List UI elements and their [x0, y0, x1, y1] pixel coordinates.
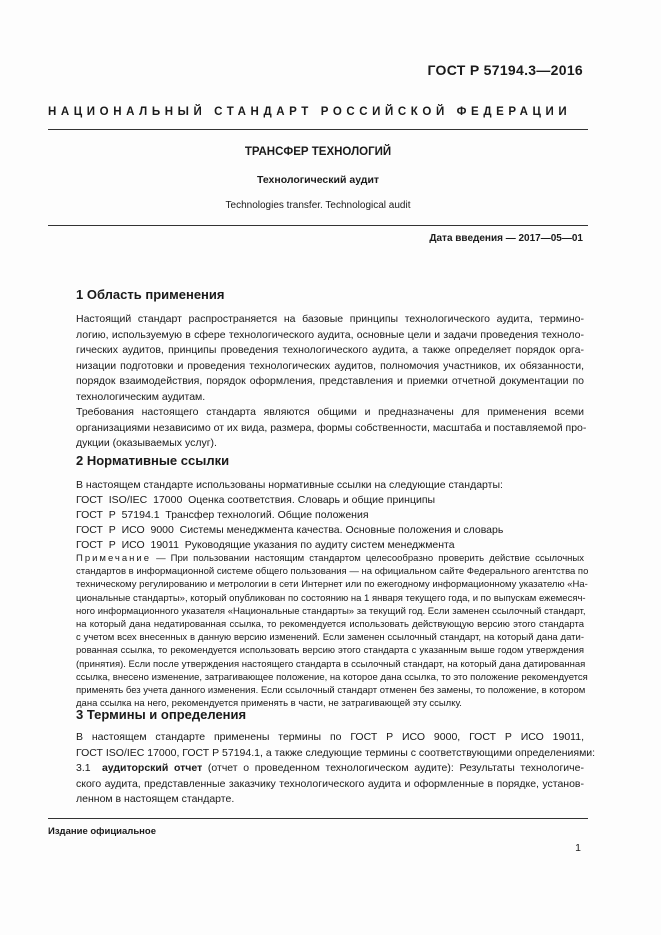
- date-of-introduction: Дата введения — 2017—05—01: [429, 233, 583, 244]
- text-line: низации подготовки и проведения технологических аудитов, полномочия участников, их обязанности,: [76, 359, 584, 372]
- text-line: рованная ссылка, то рекомендуется использовать версию этого стандарта с указанным выше годом утверждения: [76, 645, 584, 657]
- title-sub: Технологический аудит: [256, 174, 380, 186]
- reference-item: ГОСТ Р ИСО 9000 Системы менеджмента качества. Основные положения и словарь: [76, 524, 504, 536]
- text-line: дана ссылка на него, рекомендуется применять в части, не затрагивающей эту ссылку.: [76, 698, 462, 710]
- section-1-paragraph-1: [76, 312, 584, 405]
- section-3-paragraph: [76, 730, 596, 808]
- text-line: ского аудита, представленные заказчику технологического аудита и оформленные в порядке, установ-: [76, 777, 584, 790]
- text-line: — При пользовании настоящим стандартом целесообразно проверить действие ссылочных: [151, 553, 584, 564]
- text-line: ленном в настоящем стандарте.: [76, 793, 235, 805]
- references-intro: В настоящем стандарте использованы нормативные ссылки на следующие стандарты:: [76, 479, 503, 491]
- reference-item: ГОСТ Р 57194.1 Трансфер технологий. Общие положения: [76, 509, 369, 521]
- text-line: порядок взаимодействия, порядок оформления, представления и приемки отчетной документации по: [76, 375, 584, 387]
- text-line: В настоящем стандарте применены термины по ГОСТ Р ИСО 9000, ГОСТ Р ИСО 19011,: [76, 731, 584, 743]
- term-name: аудиторский отчет: [101, 762, 203, 774]
- term-number: 3.1: [76, 762, 91, 774]
- text-line: Требования настоящего стандарта являются общими и предназначены для применения всеми: [76, 406, 584, 418]
- text-line: организациями независимо от их вида, размера, формы собственности, масштаба и поставляемой про-: [76, 421, 587, 434]
- text-line: ГОСТ ISO/IEC 17000, ГОСТ Р 57194.1, а также следующие термины с соответствующими определениями:: [76, 746, 596, 759]
- national-standard-line: НАЦИОНАЛЬНЫЙ СТАНДАРТ РОССИЙСКОЙ ФЕДЕРАЦИИ: [48, 106, 572, 118]
- text-line: Настоящий стандарт распространяется на базовые принципы технологического аудита, термино-: [76, 313, 584, 325]
- text-line: техническому регулированию и метрологии в сети Интернет или по ежегодному информационному указателю «На-: [76, 579, 588, 591]
- text-line: дукции (оказываемых услуг).: [76, 437, 217, 449]
- text-line: ссылка, внесено изменение, затрагивающее положение, на которое дана ссылка, то это положение рекомендуется: [76, 671, 588, 683]
- divider-date: [48, 225, 588, 226]
- text-line: с учетом всех внесенных в данную версию изменений. Если заменен ссылочный стандарт, на который дана дати-: [76, 632, 584, 644]
- page-number: 1: [575, 842, 581, 854]
- text-line: логию, используемую в сфере технологического аудита, основные цели и задачи проведения техноло-: [76, 328, 584, 341]
- reference-item: ГОСТ Р ИСО 19011 Руководящие указания по аудиту систем менеджмента: [76, 539, 455, 551]
- note-block: [76, 552, 589, 710]
- edition-label: Издание официальное: [48, 826, 156, 837]
- divider-footer: [48, 818, 588, 819]
- document-number: ГОСТ Р 57194.3—2016: [427, 62, 583, 78]
- title-english: Technologies transfer. Technological audit: [225, 200, 411, 211]
- section-1-heading: 1 Область применения: [76, 287, 225, 302]
- term-definition: (отчет о проведенном технологическом аудите): Результаты технологиче-: [202, 762, 584, 774]
- text-line: (принятия). Если после утверждения настоящего стандарта в ссылочный стандарт, на который дана датированная: [76, 658, 586, 670]
- section-2-heading: 2 Нормативные ссылки: [76, 453, 230, 468]
- text-line: применять без учета данного изменения. Если ссылочный стандарт отменен без замены, то положение, в котором: [76, 685, 586, 697]
- text-line: технологическим аудитам.: [76, 390, 206, 403]
- term-3-1: [76, 761, 584, 777]
- section-1-paragraph-2: [76, 405, 587, 452]
- text-line: ного информационного указателя «Национальные стандарты» за текущий год. Если заменен ссылочный стандарт,: [76, 605, 586, 617]
- note-label: Примечание: [76, 553, 151, 564]
- normative-references: [76, 478, 503, 553]
- divider-top: [48, 129, 588, 130]
- text-line: стандартов в информационной системе общего пользования — на официальном сайте Федерального агентства по: [76, 566, 589, 578]
- text-line: циональные стандарты», который опубликован по состоянию на 1 января текущего года, и по выпускам ежемесяч-: [76, 592, 586, 604]
- reference-item: ГОСТ ISO/IEC 17000 Оценка соответствия. Словарь и общие принципы: [76, 494, 436, 506]
- section-3-heading: 3 Термины и определения: [76, 707, 247, 722]
- text-line: на который дана недатированная ссылка, то рекомендуется использовать действующую версию этого стандарта: [76, 619, 584, 631]
- text-line: гических аудитов, принципы проведения технологического аудита, а также определяет порядок орга-: [76, 344, 584, 356]
- title-main: ТРАНСФЕР ТЕХНОЛОГИЙ: [244, 146, 392, 158]
